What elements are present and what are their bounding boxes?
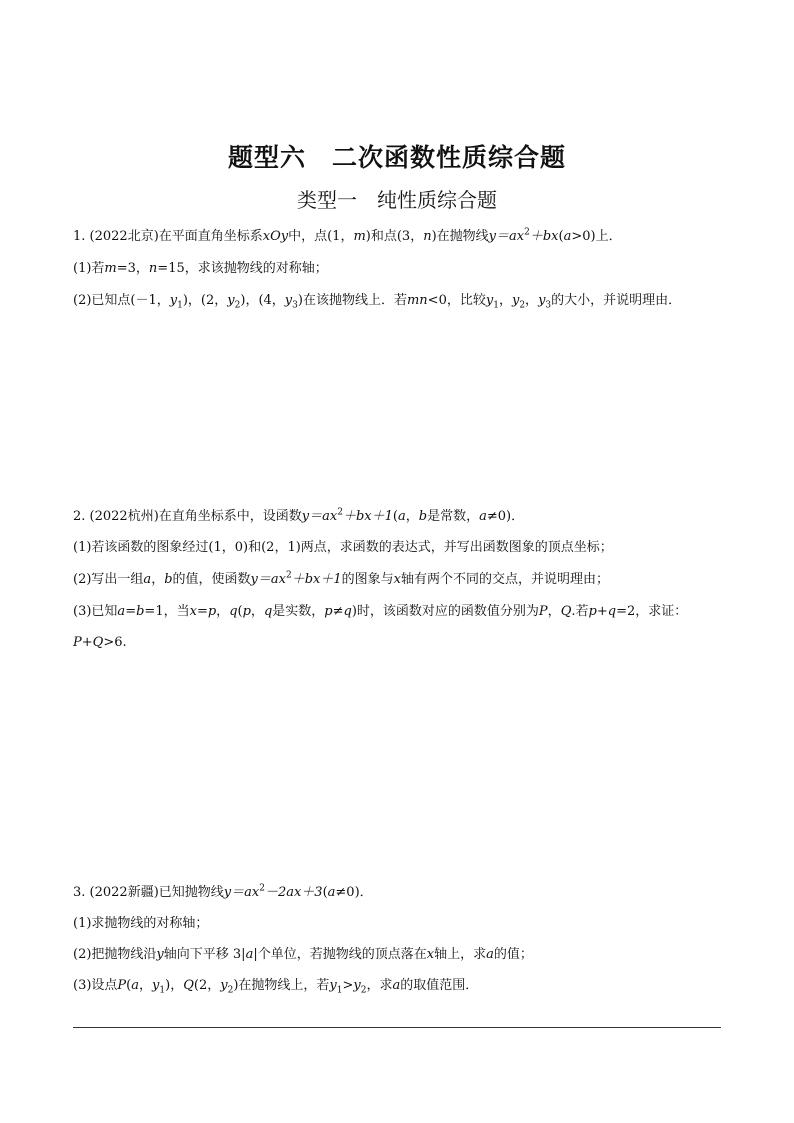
q3-part3: (3)设点P(a，$y_1$)，Q(2，$y_2$)在抛物线上，若$y_1>y_2$，求a的取值范围． [73,978,479,996]
q1-stem: 1. (2022北京)在平面直角坐标系xOy中，点(1，m)和点(3，n)在抛物线$y=ax^2+bx(a>0)$上． [73,227,622,244]
q1-part2: (2)已知点(－1，$y_1$)，(2，$y_2$)，(4，$y_3$)在该抛物线上．若mn<0，比较$y_1$，$y_2$，$y_3$的大小，并说明理由． [73,293,682,311]
q2-part1: (1)若该函数的图象经过(1，0)和(2，1)两点，求函数的表达式，并写出函数图象的顶点坐标； [73,540,613,555]
footer-divider [73,1027,721,1028]
q3-part2: (2)把抛物线沿y轴向下平移 3|a|个单位，若抛物线的顶点落在x轴上，求a的值； [73,947,533,962]
q2-stem: 2. (2022杭州)在直角坐标系中，设函数$y=ax^2+bx+1(a$，b是常数，a≠0)． [73,507,525,524]
q1-part1: (1)若m=3，n=15，求该抛物线的对称轴； [73,261,328,276]
page-title: 题型六 二次函数性质综合题 [227,143,566,172]
q2-part2: (2)写出一组a，b的值，使函数$y=ax^2+bx+1$的图象与x轴有两个不同的交点，并说明理由； [73,570,610,587]
q3-part1: (1)求抛物线的对称轴； [73,916,209,931]
section-subtitle: 类型一 纯性质综合题 [297,188,497,212]
q2-part3: (3)已知a=b=1，当x=p，q(p，q是实数，p≠q)时，该函数对应的函数值分别为P，Q.若p+q=2，求证：P+Q>6. [73,604,688,650]
q3-stem: 3. (2022新疆)已知抛物线$y=ax^2-2ax+3(a\ne 0)$． [73,883,373,900]
